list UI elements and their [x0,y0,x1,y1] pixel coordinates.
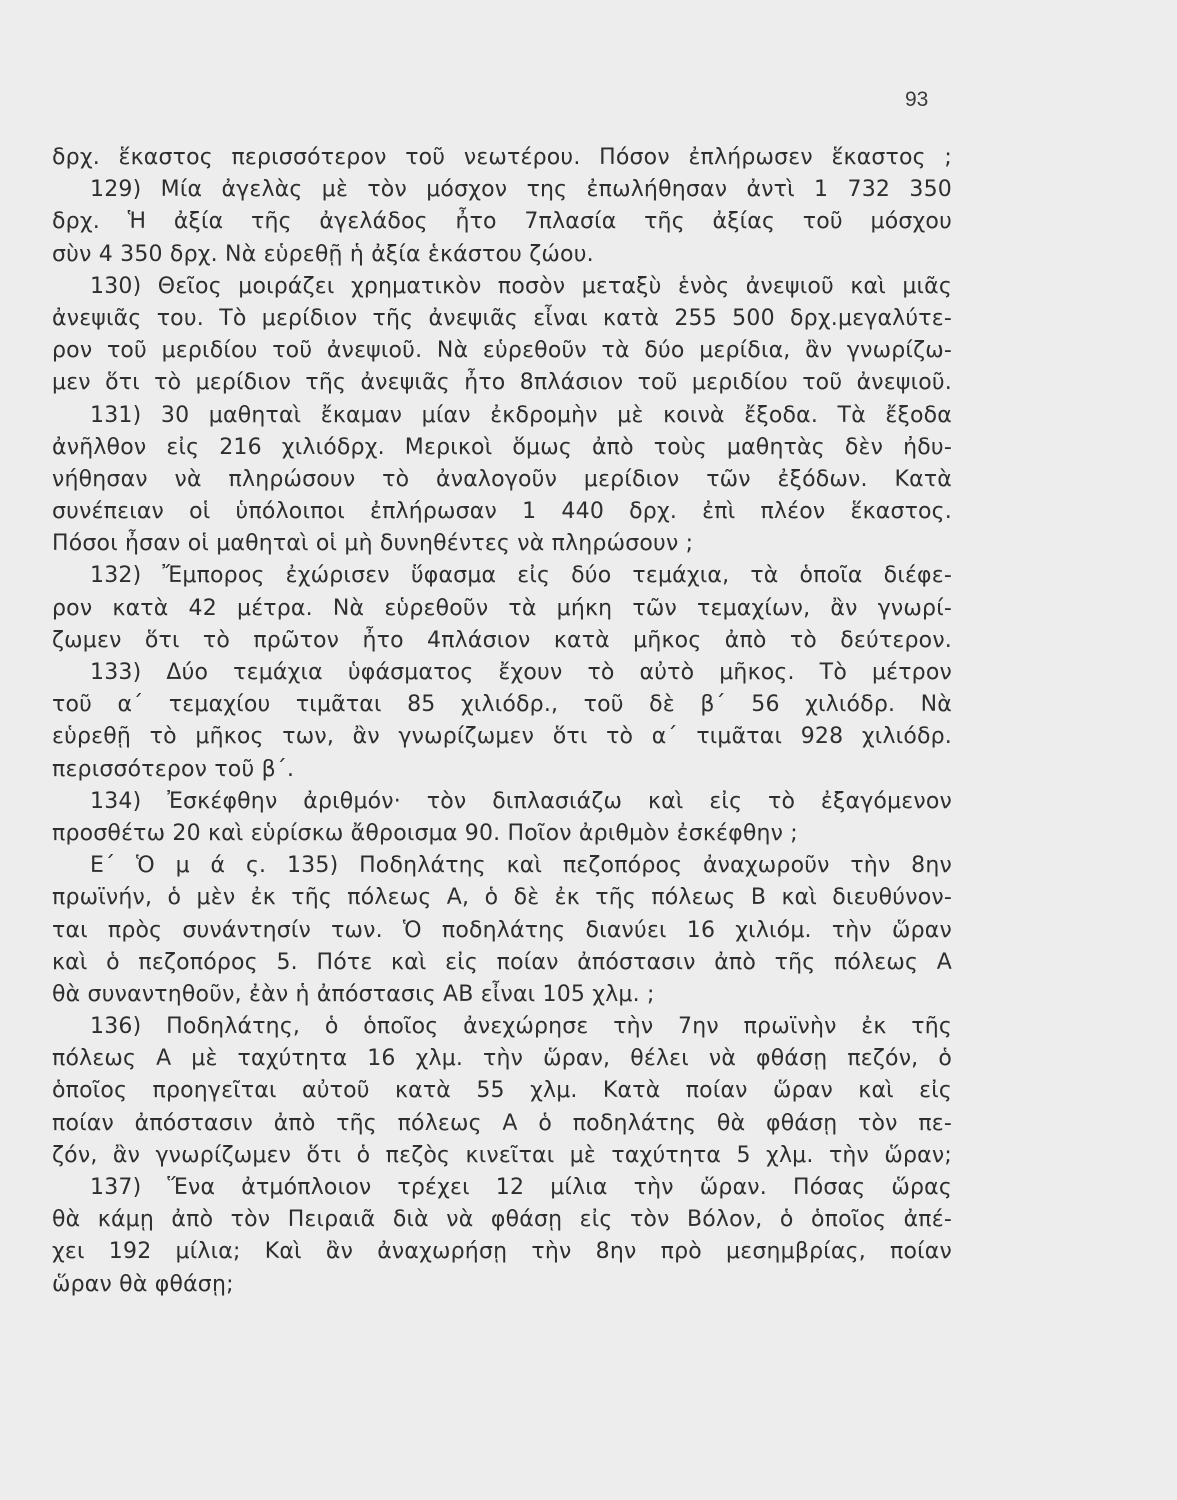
text-line: συνέπειαν οἱ ὑπόλοιποι ἐπλήρωσαν 1 440 δρχ. ἐπὶ πλέον ἕκαστος. [52,499,952,525]
page-body [52,142,952,1301]
paragraph [52,400,952,561]
text-line: δρχ. ἕκαστος περισσότερον τοῦ νεωτέρου. Πόσον ἐπλήρωσεν ἕκαστος ; [52,145,952,170]
text-line: ζόν, ἂν γνωρίζωμεν ὅτι ὁ πεζὸς κινεῖται μὲ ταχύτητα 5 χλμ. τὴν ὥραν; [52,1142,952,1168]
text-line: εὑρεθῇ τὸ μῆκος των, ἂν γνωρίζωμεν ὅτι τὸ α΄ τιμᾶται 928 χιλιόδρ. [52,724,952,750]
text-line: ὁποῖος προηγεῖται αὐτοῦ κατὰ 55 χλμ. Κατὰ ποίαν ὥραν καὶ εἰς [52,1078,952,1104]
text-line: μεν ὅτι τὸ μερίδιον τῆς ἀνεψιᾶς ἦτο 8πλάσιον τοῦ μεριδίου τοῦ ἀνεψιοῦ. [52,370,952,396]
text-line: πρωϊνήν, ὁ μὲν ἐκ τῆς πόλεως Α, ὁ δὲ ἐκ τῆς πόλεως Β καὶ διευθύνον- [52,885,952,911]
text-line: ἀνῆλθον εἰς 216 χιλιόδρχ. Μερικοὶ ὅμως ἀπὸ τοὺς μαθητὰς δὲν ἠδυ- [52,434,952,460]
text-line: νήθησαν νὰ πληρώσουν τὸ ἀναλογοῦν μερίδιον τῶν ἐξόδων. Κατὰ [52,466,952,492]
text-line: δρχ. Ἡ ἀξία τῆς ἀγελάδος ἦτο 7πλασία τῆς ἀξίας τοῦ μόσχου [52,209,952,235]
text-line: πόλεως Α μὲ ταχύτητα 16 χλμ. τὴν ὥραν, θέλει νὰ φθάσῃ πεζόν, ὁ [52,1046,952,1072]
text-line: 136) Ποδηλάτης, ὁ ὁποῖος ἀνεχώρησε τὴν 7ην πρωϊνὴν ἐκ τῆς [90,1014,952,1040]
text-line: ἀνεψιᾶς του. Τὸ μερίδιον τῆς ἀνεψιᾶς εἶναι κατὰ 255 500 δρχ.μεγαλύτε- [52,305,952,331]
text-line: θὰ κάμῃ ἀπὸ τὸν Πειραιᾶ διὰ νὰ φθάσῃ εἰς τὸν Βόλον, ὁ ὁποῖος ἀπέ- [52,1207,952,1233]
text-line: ποίαν ἀπόστασιν ἀπὸ τῆς πόλεως Α ὁ ποδηλάτης θὰ φθάσῃ τὸν πε- [52,1110,952,1136]
text-line: 130) Θεῖος μοιράζει χρηματικὸν ποσὸν μεταξὺ ἑνὸς ἀνεψιοῦ καὶ μιᾶς [90,273,952,299]
text-line: ζωμεν ὅτι τὸ πρῶτον ἦτο 4πλάσιον κατὰ μῆκος ἀπὸ τὸ δεύτερον. [52,627,952,653]
paragraph [52,271,952,400]
paragraph [52,560,952,657]
paragraph [52,1011,952,1172]
text-line: ρον τοῦ μεριδίου τοῦ ἀνεψιοῦ. Νὰ εὑρεθοῦν τὰ δύο μερίδια, ἂν γνωρίζω- [52,338,952,364]
text-line: 137) Ἕνα ἀτμόπλοιον τρέχει 12 μίλια τὴν ὥραν. Πόσας ὥρας [90,1175,952,1200]
text-line: 134) Ἐσκέφθην ἀριθμόν· τὸν διπλασιάζω καὶ εἰς τὸ ἐξαγόμενον [90,788,952,814]
text-line: προσθέτω 20 καὶ εὑρίσκω ἄθροισμα 90. Ποῖον ἀριθμὸν ἐσκέφθην ; [52,820,798,846]
text-line: 132) Ἔμπορος ἐχώρισεν ὕφασμα εἰς δύο τεμάχια, τὰ ὁποῖα διέφε- [90,563,952,589]
paragraph [52,850,952,1011]
text-line: περισσότερον τοῦ β΄. [52,756,295,782]
text-line: ται πρὸς συνάντησίν των. Ὁ ποδηλάτης διανύει 16 χιλιόμ. τὴν ὥραν [52,917,952,943]
text-line: 131) 30 μαθηταὶ ἔκαμαν μίαν ἐκδρομὴν μὲ κοινὰ ἔξοδα. Τὰ ἔξοδα [90,402,952,428]
text-line: ὥραν θὰ φθάσῃ; [52,1271,234,1297]
text-line: Πόσοι ἦσαν οἱ μαθηταὶ οἱ μὴ δυνηθέντες νὰ πληρώσουν ; [52,531,694,557]
text-line: ρον κατὰ 42 μέτρα. Νὰ εὑρεθοῦν τὰ μήκη τῶν τεμαχίων, ἂν γνωρί- [52,595,952,621]
paragraph [52,786,952,850]
text-line: καὶ ὁ πεζοπόρος 5. Πότε καὶ εἰς ποίαν ἀπόστασιν ἀπὸ τῆς πόλεως Α [52,949,952,975]
text-line: τοῦ α΄ τεμαχίου τιμᾶται 85 χιλιόδρ., τοῦ δὲ β΄ 56 χιλιόδρ. Νὰ [52,692,952,718]
text-line: Ε΄ Ὁ μ ά ς. 135) Ποδηλάτης καὶ πεζοπόρος ἀναχωροῦν τὴν 8ην [90,853,952,879]
text-line: θὰ συναντηθοῦν, ἐὰν ἡ ἀπόστασις ΑΒ εἶναι 105 χλμ. ; [52,981,655,1007]
paragraph [52,174,952,271]
paragraph [52,657,952,786]
text-line: σὺν 4 350 δρχ. Νὰ εὑρεθῇ ἡ ἀξία ἑκάστου ζώου. [52,241,594,267]
text-line: χει 192 μίλια; Καὶ ἂν ἀναχωρήσῃ τὴν 8ην πρὸ μεσημβρίας, ποίαν [52,1239,952,1265]
page-number: 93 [905,88,929,111]
text-line: 133) Δύο τεμάχια ὑφάσματος ἔχουν τὸ αὐτὸ μῆκος. Τὸ μέτρον [90,660,952,685]
text-line: 129) Μία ἀγελὰς μὲ τὸν μόσχον της ἐπωλήθησαν ἀντὶ 1 732 350 [90,177,952,203]
paragraph [52,142,952,174]
paragraph [52,1172,952,1301]
